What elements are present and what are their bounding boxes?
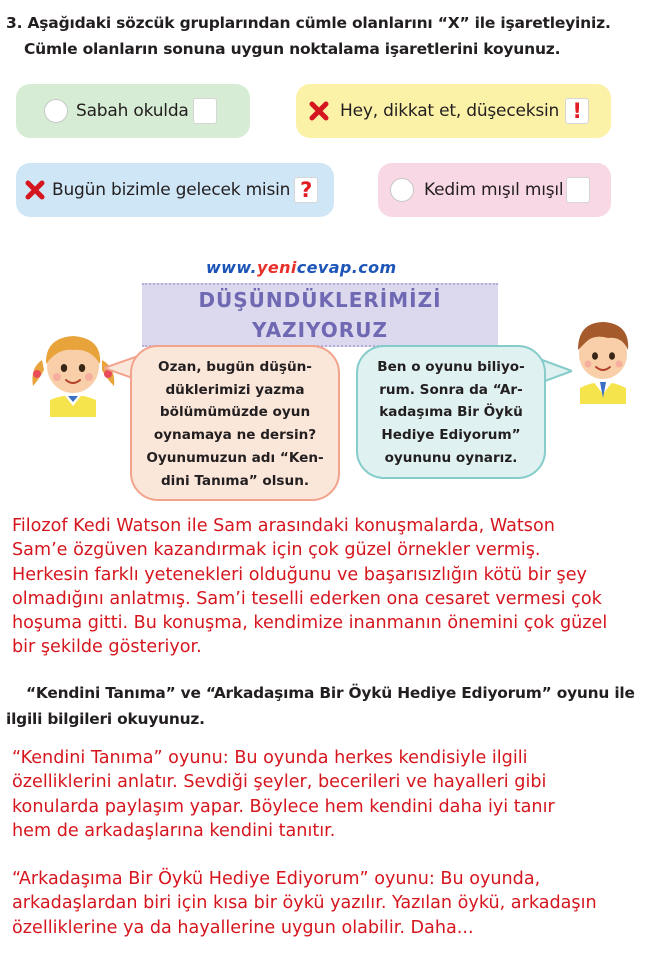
bubble-line: rum. Sonra da “Ar- bbox=[379, 381, 523, 398]
section-title-banner: DÜŞÜNDÜKLERİMİZİ YAZIYORUZ bbox=[142, 283, 498, 347]
bubble-line: kadaşıma Bir Öykü bbox=[379, 404, 523, 421]
x-mark-icon[interactable] bbox=[24, 179, 46, 201]
answer-line: hoşuma gitti. Bu konuşma, kendimize inanmanın önemini çok güzel bbox=[12, 613, 608, 634]
answer-line: Sam’e özgüven kazandırmak için çok güzel örnekler vermiş. bbox=[12, 540, 541, 561]
option-box-3[interactable] bbox=[16, 163, 334, 217]
option-box-2[interactable] bbox=[296, 84, 611, 138]
question-line-2: Cümle olanların sonuna uygun noktalama işaretlerini koyunuz. bbox=[24, 40, 561, 58]
instruction-line-2: ilgili bilgileri okuyunuz. bbox=[6, 710, 205, 728]
bubble-line: Ben o oyunu biliyo- bbox=[377, 359, 525, 375]
instruction-line-1: “Kendini Tanıma” ve “Arkadaşıma Bir Öykü Hediye Ediyorum” oyunu ile bbox=[26, 684, 635, 702]
answer-line: olmadığını anlatmış. Sam’i teselli ederken ona cesaret vermesi çok bbox=[12, 588, 602, 609]
boy-speech-bubble bbox=[356, 345, 546, 479]
question-line-1 bbox=[6, 14, 611, 32]
game2-line: özelliklerine ya da hayallerine uygun olabilir. Daha... bbox=[12, 917, 474, 938]
answer-paragraph bbox=[12, 514, 642, 660]
option-text: Bugün bizimle gelecek misin bbox=[52, 180, 291, 200]
answer-line: Filozof Kedi Watson ile Sam arasındaki konuşmalarda, Watson bbox=[12, 516, 555, 536]
game2-line: “Arkadaşıma Bir Öykü Hediye Ediyorum” oyunu: Bu oyunda, bbox=[12, 869, 541, 889]
question-text-1: Aşağıdaki sözcük gruplarından cümle olanlarını “X” ile işaretleyiniz. bbox=[27, 14, 611, 32]
empty-checkbox[interactable] bbox=[44, 99, 68, 123]
website-watermark: www.yenicevap.com bbox=[206, 258, 397, 277]
girl-speech-bubble bbox=[130, 345, 340, 501]
x-mark-icon[interactable] bbox=[308, 100, 330, 122]
option-box-4[interactable] bbox=[378, 163, 611, 217]
game1-line: özelliklerini anlatır. Sevdiği şeyler, becerileri ve hayalleri gibi bbox=[12, 772, 547, 793]
bubble-line: düklerimizi yazma bbox=[165, 381, 305, 398]
bubble-line: Hediye Ediyorum” bbox=[381, 427, 521, 444]
game1-description bbox=[12, 746, 642, 843]
bubble-line: oynamaya ne dersin? bbox=[153, 427, 317, 444]
question-number: 3. bbox=[6, 14, 23, 32]
empty-checkbox[interactable] bbox=[390, 178, 414, 202]
boy-character-illustration bbox=[568, 312, 638, 404]
punctuation-box[interactable]: ! bbox=[565, 98, 589, 124]
option-box-1[interactable] bbox=[16, 84, 250, 138]
bubble-line: Oyunumuzun adı “Ken- bbox=[146, 449, 324, 466]
game1-line: “Kendini Tanıma” oyunu: Bu oyunda herkes kendisiyle ilgili bbox=[12, 748, 528, 768]
bubble-line: dini Tanıma” olsun. bbox=[160, 472, 310, 489]
game2-line: arkadaşlardan biri için kısa bir öykü yazılır. Yazılan öykü, arkadaşın bbox=[12, 893, 597, 914]
game2-description bbox=[12, 867, 642, 940]
punctuation-box[interactable] bbox=[566, 177, 590, 203]
game1-line: hem de arkadaşlarına kendini tanıtır. bbox=[12, 820, 336, 841]
punctuation-box[interactable]: ? bbox=[294, 177, 318, 203]
bubble-line: oyununu oynarız. bbox=[384, 449, 518, 466]
punctuation-box[interactable] bbox=[193, 98, 217, 124]
game1-line: konularda paylaşım yapar. Böylece hem kendini daha iyi tanır bbox=[12, 796, 555, 817]
option-text: Hey, dikkat et, düşeceksin bbox=[340, 101, 560, 121]
answer-line: bir şekilde gösteriyor. bbox=[12, 637, 202, 658]
bubble-line: bölümümüzde oyun bbox=[159, 404, 311, 421]
option-text: Kedim mışıl mışıl bbox=[424, 180, 564, 200]
answer-line: Herkesin farklı yetenekleri olduğunu ve başarısızlığın kötü bir şey bbox=[12, 564, 587, 585]
option-text: Sabah okulda bbox=[76, 101, 189, 121]
bubble-line: Ozan, bugün düşün- bbox=[158, 359, 312, 375]
